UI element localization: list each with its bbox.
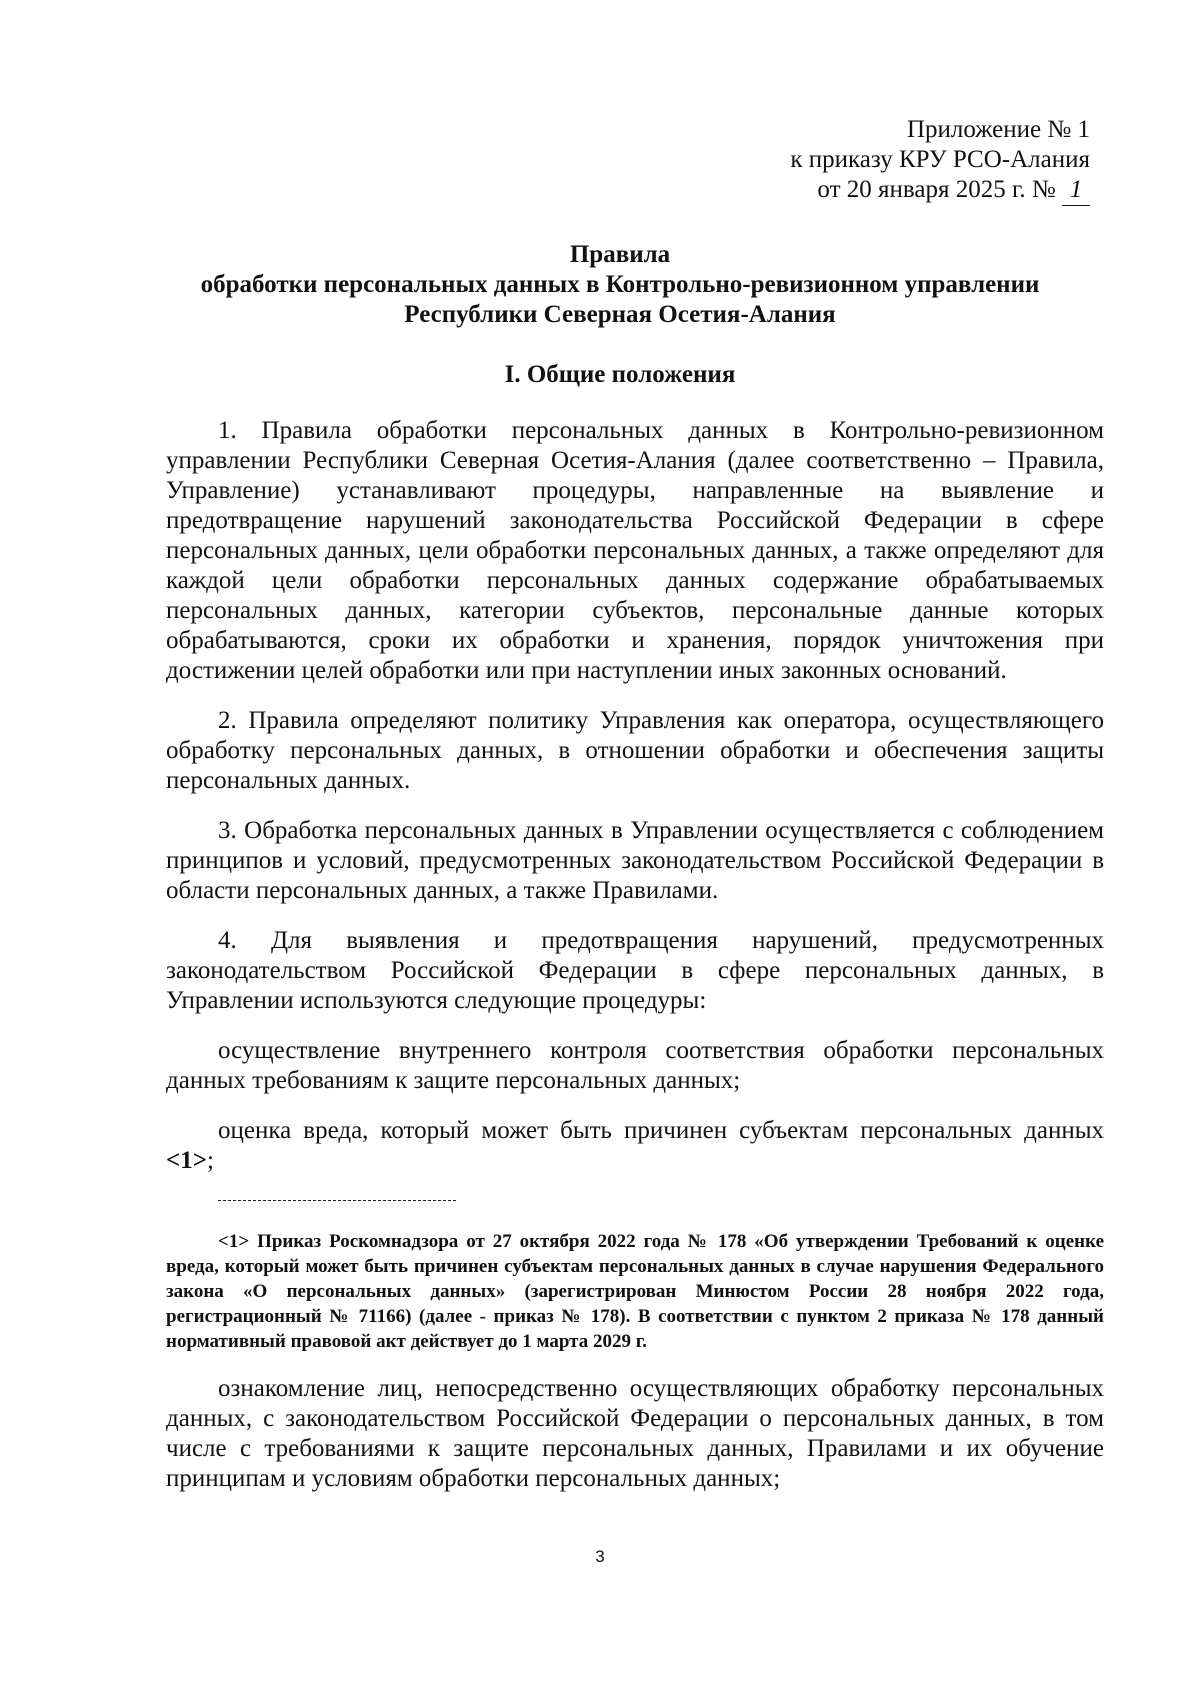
procedure-internal-control: осуществление внутреннего контроля соответствия обработки персональных данных требованиям к защите персональных данных; [166,1037,1104,1094]
document-body [166,416,1104,1514]
paragraph-3: 3. Обработка персональных данных в Управлении осуществляется с соблюдением принципов и условий, предусмотренных законодательством Российской Федерации в области персональных данных, а также Правилами. [166,817,1104,904]
paragraph-2: 2. Правила определяют политику Управления как оператора, осуществляющего обработку персональных данных, в отношении обработки и обеспечения защиты персональных данных. [166,707,1104,794]
procedure-harm-assessment [166,1116,1104,1176]
page-number: 3 [595,1547,605,1566]
title-line-1: Правила [569,241,671,268]
annex-line-1: Приложение № 1 [906,116,1090,143]
annex-header [790,115,1090,206]
paragraph-1: 1. Правила обработки персональных данных в Контрольно-ревизионном управлении Республики Северная Осетия-Алания (далее соответственно – Правила, Управление) устанавливают процедуры, направленные на выявление и предотвращение нарушений законодательства Российской Федерации в сфере персональных данных, цели обработки персональных данных, а также определяют для каждой цели обработки персональных данных содержание обрабатываемых персональных данных, категории субъектов, персональные данные которых обрабатываются, сроки их обработки и хранения, порядок уничтожения при достижении целей обработки или при наступлении иных законных оснований. [166,417,1104,684]
harm-assessment-text: оценка вреда, который может быть причинен субъектам персональных данных [218,1117,1104,1144]
harm-assessment-suffix: ; [207,1147,214,1174]
document-title [150,240,1090,330]
title-line-3: Республики Северная Осетия-Алания [404,301,836,328]
annex-line-2: к приказу КРУ РСО-Алания [790,146,1090,173]
annex-line-3 [790,175,1090,206]
footnote-ref: <1> [166,1147,207,1174]
annex-order-number: 1 [1062,175,1090,206]
procedure-familiarization: ознакомление лиц, непосредственно осуществляющих обработку персональных данных, с законодательством Российской Федерации о персональных данных, в том числе с требованиями к защите персональных данных, Правилами и их обучение принципам и условиям обработки персональных данных; [166,1375,1104,1492]
paragraph-4: 4. Для выявления и предотвращения нарушений, предусмотренных законодательством Российской Федерации в сфере персональных данных, в Управлении используются следующие процедуры: [166,927,1104,1014]
annex-date: от 20 января 2025 г. № [817,176,1056,203]
footnote: <1> Приказ Роскомнадзора от 27 октября 2022 года № 178 «Об утверждении Требований к оценке вреда, который может быть причинен субъектам персональных данных в случае нарушения Федерального закона «О персональных данных» (зарегистрирован Минюстом России 28 ноября 2022 года, регистрационный № 71166) (далее - приказ № 178). В соответствии с пунктом 2 приказа № 178 данный нормативный правовой акт действует до 1 марта 2029 г. [166,1231,1104,1352]
footnote-separator [218,1200,456,1201]
title-line-2: обработки персональных данных в Контрольно-ревизионном управлении [200,271,1040,298]
section-heading: I. Общие положения [504,361,736,388]
